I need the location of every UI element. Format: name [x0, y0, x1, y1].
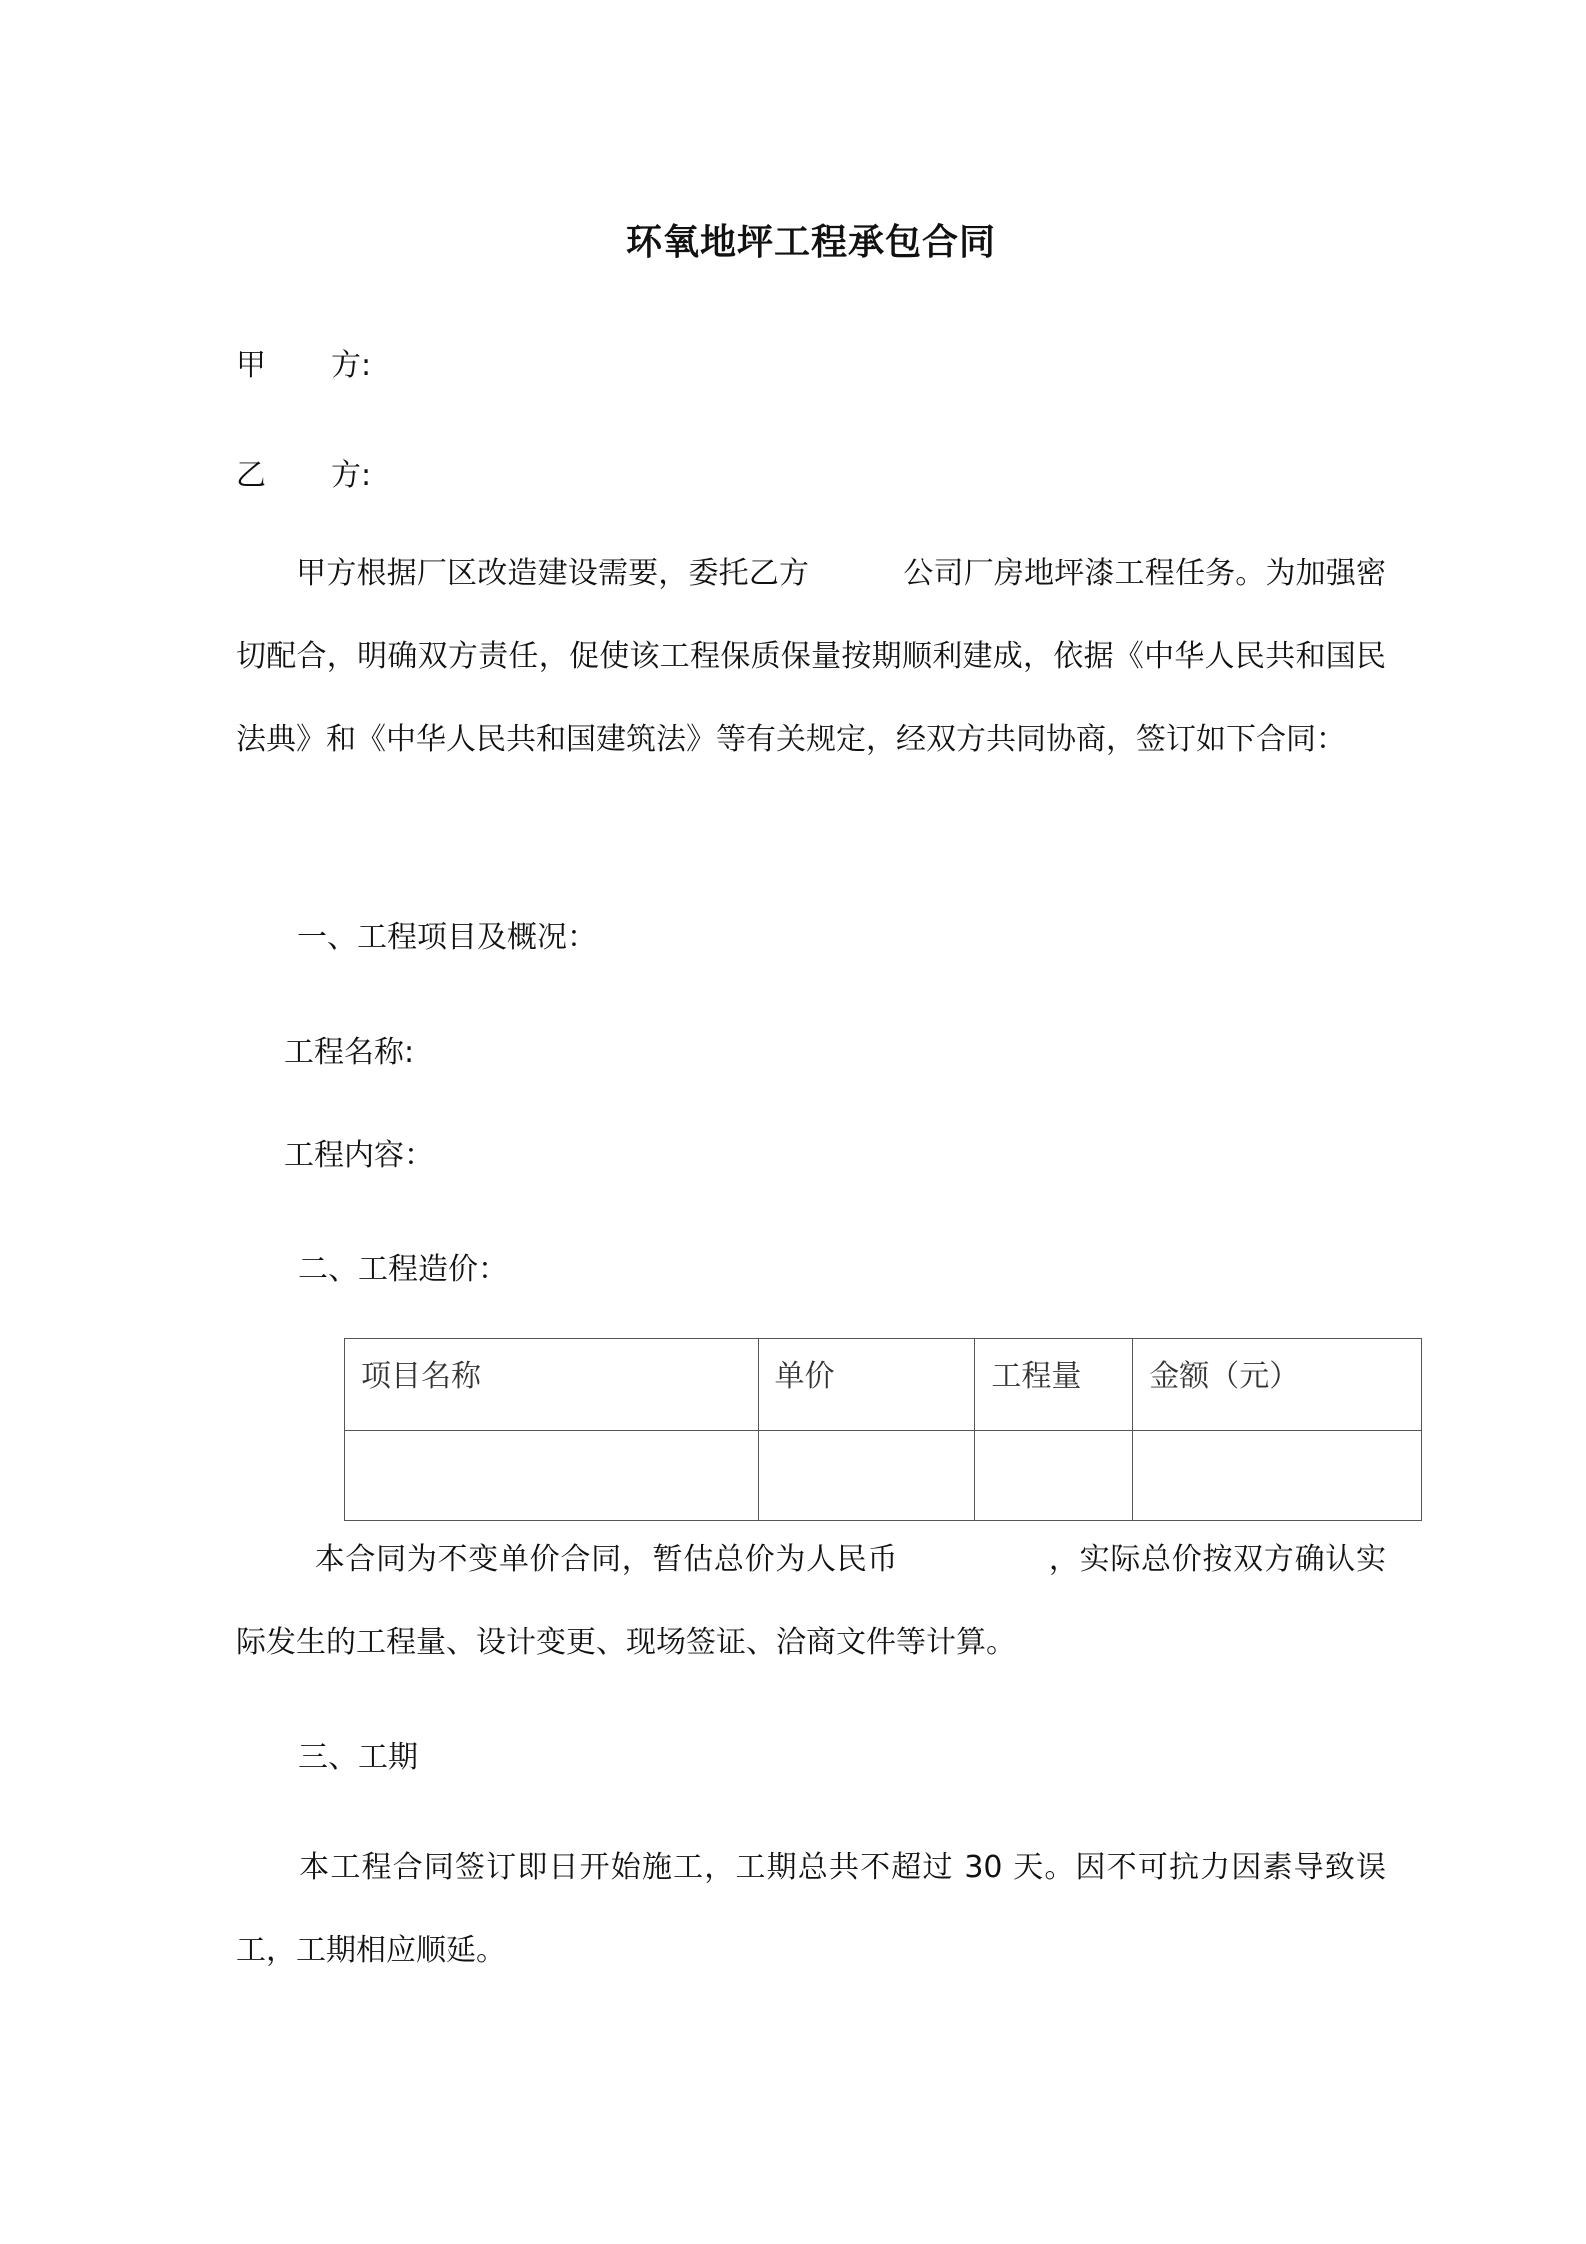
party-b-line [236, 450, 371, 494]
section-3-heading: 三、工期 [298, 1740, 418, 1775]
intro-text-part2: 公司厂房地坪漆工程任务。为加强密切配合，明确双方责任，促使该工程保质保量按期顺利建成，依据《中华人民共和国民法典》和《中华人民共和国建筑法》等有关规定，经双方共同协商，签订如下合同： [236, 556, 1387, 757]
party-a-suffix: 方: [331, 348, 372, 383]
table-cell [1133, 1431, 1422, 1521]
schedule-text: 本工程合同签订即日开始施工，工期总共不超过 30 天。因不可抗力因素导致误工，工期相应顺延。 [236, 1850, 1386, 1968]
table-cell [975, 1431, 1133, 1521]
schedule-paragraph [236, 1826, 1386, 1992]
price-table [344, 1338, 1422, 1521]
table-header-cell: 金额（元） [1133, 1339, 1422, 1431]
project-name-label: 工程名称: [284, 1035, 415, 1070]
section-1-heading: 一、工程项目及概况： [297, 920, 597, 955]
intro-text-part1: 甲方根据厂区改造建设需要，委托乙方 [296, 556, 810, 591]
intro-paragraph [236, 532, 1386, 781]
price-note-part1: 本合同为不变单价合同，暂估总价为人民币 [314, 1542, 899, 1577]
table-header-row [345, 1339, 1422, 1431]
party-a-label: 甲 [236, 348, 266, 383]
project-content-label: 工程内容： [284, 1138, 434, 1173]
document-title: 环氧地坪工程承包合同 [625, 222, 996, 263]
section-2-heading: 二、工程造价： [298, 1252, 508, 1287]
party-b-label: 乙 [236, 458, 266, 493]
table-cell [345, 1431, 759, 1521]
table-header-cell: 工程量 [975, 1339, 1133, 1431]
price-note-part2: ，实际总价按双方确认实际发生的工程量、设计变更、现场签证、洽商文件等计算。 [236, 1542, 1387, 1660]
party-a-line [236, 340, 371, 384]
party-b-suffix: 方: [331, 458, 372, 493]
table-row [345, 1431, 1422, 1521]
price-note-paragraph [236, 1518, 1386, 1684]
table-cell [758, 1431, 975, 1521]
table-header-cell: 单价 [758, 1339, 975, 1431]
table-header-cell: 项目名称 [345, 1339, 759, 1431]
